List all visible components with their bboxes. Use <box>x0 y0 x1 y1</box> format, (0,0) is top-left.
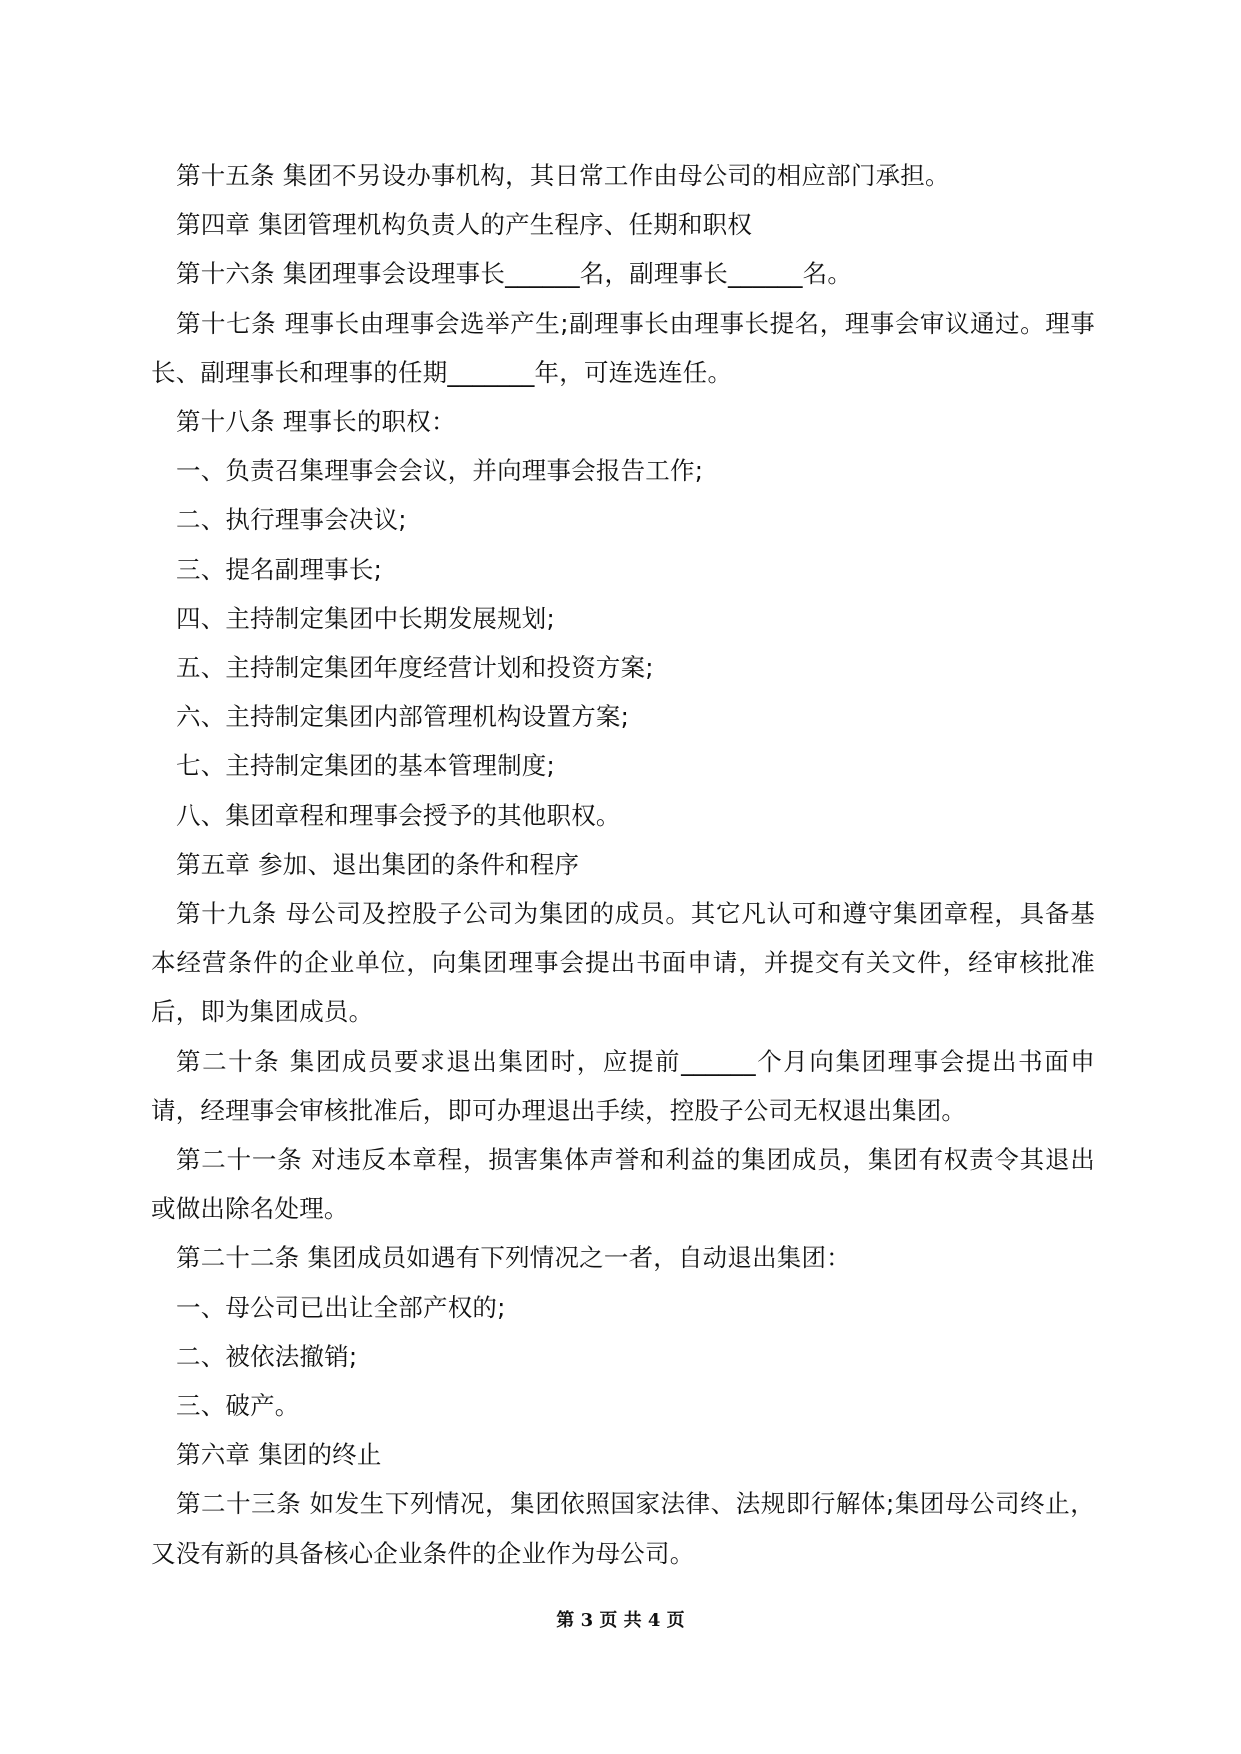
paragraph: 第二十条 集团成员要求退出集团时，应提前______个月向集团理事会提出书面申请，经理事会审核批准后，即可办理退出手续，控股子公司无权退出集团。 <box>151 1046 1095 1125</box>
paragraph: 第十七条 理事长由理事会选举产生;副理事长由理事长提名，理事会审议通过。理事长、副理事长和理事的任期_______年，可连选连任。 <box>151 308 1095 387</box>
paragraph: 第二十三条 如发生下列情况，集团依照国家法律、法规即行解体;集团母公司终止，又没有新的具备核心企业条件的企业作为母公司。 <box>151 1489 1095 1568</box>
list-item: 三、提名副理事长; <box>176 554 383 584</box>
list-item: 三、破产。 <box>176 1391 300 1421</box>
list-item: 五、主持制定集团年度经营计划和投资方案; <box>176 653 654 683</box>
list-item: 七、主持制定集团的基本管理制度; <box>176 751 555 781</box>
paragraph: 第十八条 理事长的职权： <box>176 407 456 437</box>
list-item: 四、主持制定集团中长期发展规划; <box>176 603 555 633</box>
list-item: 二、执行理事会决议; <box>176 505 407 535</box>
paragraph: 第二十二条 集团成员如遇有下列情况之一者，自动退出集团： <box>176 1243 851 1273</box>
paragraph: 第二十一条 对违反本章程，损害集体声誉和利益的集团成员，集团有权责令其退出或做出除名处理。 <box>151 1145 1095 1224</box>
list-item: 二、被依法撤销; <box>176 1341 358 1371</box>
paragraph: 第十六条 集团理事会设理事长______名，副理事长______名。 <box>176 259 853 289</box>
page-number-footer: 第 3 页 共 4 页 <box>556 1610 685 1631</box>
list-item: 六、主持制定集团内部管理机构设置方案; <box>176 702 630 732</box>
chapter-heading: 第五章 参加、退出集团的条件和程序 <box>176 849 580 879</box>
paragraph: 第十五条 集团不另设办事机构，其日常工作由母公司的相应部门承担。 <box>176 161 950 190</box>
list-item: 一、母公司已出让全部产权的; <box>176 1292 506 1322</box>
list-item: 一、负责召集理事会会议，并向理事会报告工作; <box>176 456 704 486</box>
document-body <box>151 151 1095 1578</box>
chapter-heading: 第四章 集团管理机构负责人的产生程序、任期和职权 <box>176 210 753 240</box>
paragraph: 第十九条 母公司及控股子公司为集团的成员。其它凡认可和遵守集团章程，具备基本经营条件的企业单位，向集团理事会提出书面申请，并提交有关文件，经审核批准后，即为集团成员。 <box>151 899 1095 1027</box>
chapter-heading: 第六章 集团的终止 <box>176 1440 382 1470</box>
list-item: 八、集团章程和理事会授予的其他职权。 <box>176 800 621 830</box>
